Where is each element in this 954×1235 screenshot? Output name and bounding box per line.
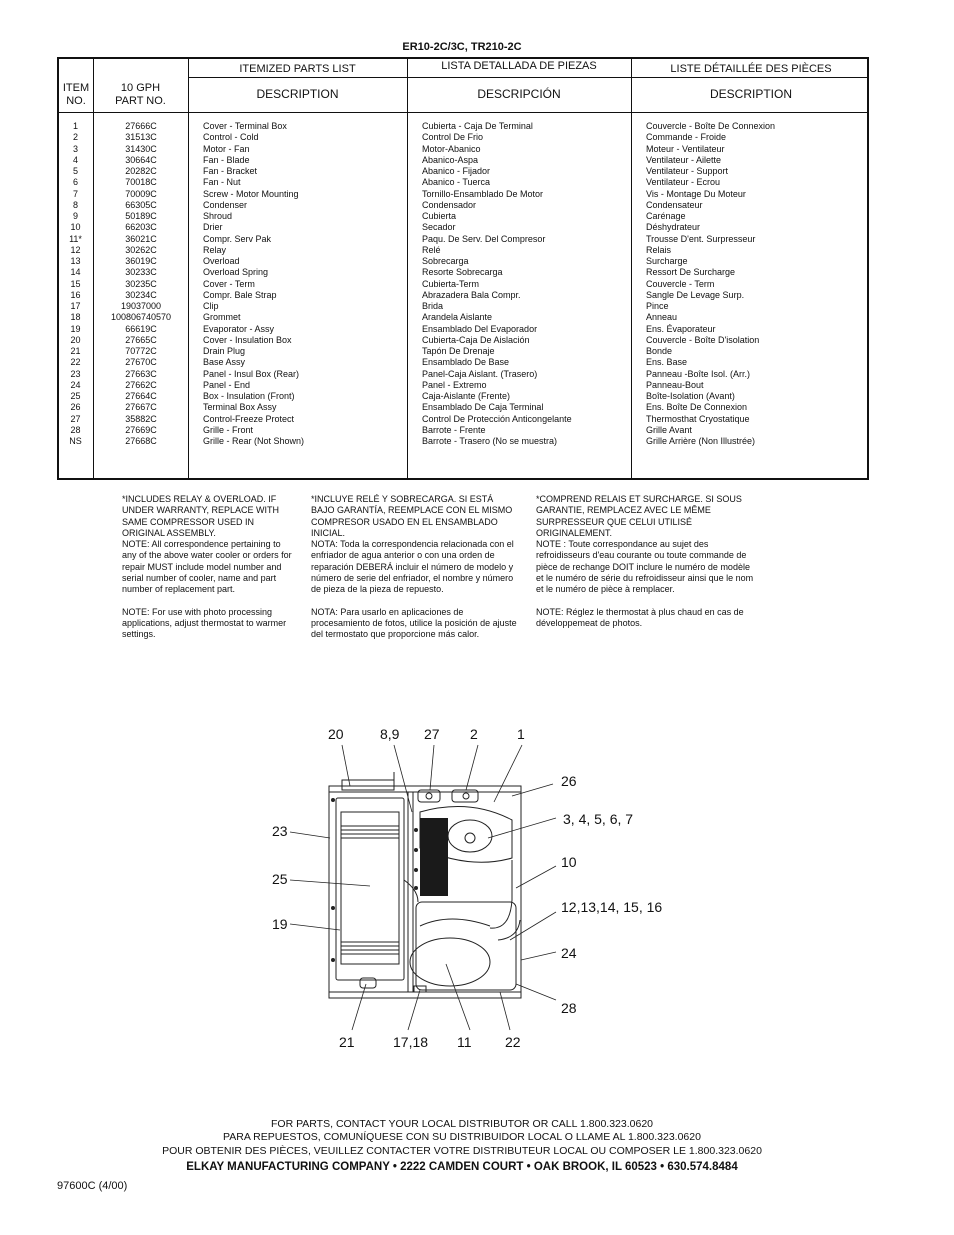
- cell-item: 9: [72, 211, 78, 221]
- cell-item: 25: [70, 391, 81, 401]
- cell-part: 31513C: [125, 132, 157, 143]
- cell-item: 27: [70, 413, 81, 424]
- header-lista-detallada: LISTA DETALLADA DE PIEZAS: [441, 60, 597, 72]
- note-warranty-es: *INCLUYE RELÉ Y SOBRECARGA. SI ESTÁ BAJO GARANTÍA, REEMPLACE CON EL MISMO COMPRESOR USADO EN EL ENSAMBLADO INICIAL. NOTA: Toda la correspondencia relacionada con el enfriador de agua anterior o con una orden de reparación DEBERÁ incluir el número de modelo y número de serie del enfriador, el nombre y número de pieza de la pieza de repuesto.: [311, 494, 514, 595]
- cell-es: Abrazadera Bala Compr.: [422, 289, 521, 300]
- cell-fr: Panneau -Boîte Isol. (Arr.): [646, 368, 751, 379]
- cell-en: Drain Plug: [203, 346, 246, 356]
- cell-en: Box - Insulation (Front): [203, 391, 295, 401]
- cell-en: Fan - Blade: [203, 154, 250, 165]
- cell-es: Cubierta: [422, 211, 457, 221]
- cell-item: 16: [70, 289, 81, 300]
- cell-en: Grille - Rear (Not Shown): [203, 436, 305, 446]
- cell-es: Sobrecarga: [422, 256, 469, 266]
- cell-fr: Sangle De Levage Surp.: [646, 289, 745, 300]
- cell-fr: Ens. Base: [646, 357, 688, 368]
- cell-fr: Commande - Froide: [646, 132, 727, 143]
- cell-en: Cover - Terminal Box: [203, 121, 287, 131]
- cell-es: Motor-Abanico: [422, 143, 481, 154]
- cell-part: 27667C: [125, 402, 157, 413]
- cell-item: 15: [70, 278, 81, 289]
- cell-part: 27662C: [125, 379, 157, 390]
- callout-17-18: 17,18: [393, 1034, 429, 1050]
- cell-item: 4: [72, 154, 78, 165]
- callout-3-7: 3, 4, 5, 6, 7: [563, 811, 634, 827]
- callout-24: 24: [561, 945, 577, 961]
- cell-part: 27663C: [125, 368, 157, 379]
- cell-fr: Surcharge: [646, 256, 688, 266]
- cell-fr: Ressort De Surcharge: [646, 267, 736, 278]
- cell-en: Drier: [203, 222, 223, 233]
- header-itemized-parts-list: ITEMIZED PARTS LIST: [239, 63, 356, 75]
- cell-part: 70009C: [125, 188, 157, 199]
- cell-en: Cover - Insulation Box: [203, 334, 292, 345]
- cell-es: Relé: [422, 244, 441, 255]
- cell-part: 70018C: [125, 177, 157, 188]
- cell-en: Motor - Fan: [203, 143, 250, 154]
- cell-fr: Relais: [646, 244, 672, 255]
- cell-fr: Ventilateur - Support: [646, 166, 729, 176]
- condenser: [420, 818, 448, 896]
- cell-es: Control De Protección Anticongelante: [422, 413, 572, 424]
- cell-es: Paqu. De Serv. Del Compresor: [422, 233, 546, 244]
- cell-item: 1: [72, 121, 78, 131]
- header-description-fr: DESCRIPTION: [709, 87, 792, 101]
- callout-21: 21: [339, 1034, 355, 1050]
- cell-es: Tornillo-Ensamblado De Motor: [422, 188, 544, 199]
- callout-22: 22: [505, 1034, 521, 1050]
- callout-27: 27: [424, 726, 440, 742]
- callout-23: 23: [272, 823, 288, 839]
- cell-item: 5: [72, 166, 78, 176]
- cell-part: 27668C: [125, 436, 157, 446]
- cell-item: 19: [70, 323, 81, 334]
- callout-11: 11: [457, 1034, 472, 1050]
- cell-es: Cubierta - Caja De Terminal: [422, 121, 533, 131]
- callout-2: 2: [470, 726, 478, 742]
- cell-es: Barrote - Frente: [422, 424, 486, 435]
- cell-part: 36019C: [125, 256, 157, 266]
- evaporator: [341, 812, 399, 964]
- cell-item: 26: [70, 402, 81, 413]
- cell-es: Abanico-Aspa: [422, 154, 479, 165]
- callout-26: 26: [561, 773, 577, 789]
- cell-en: Shroud: [203, 211, 233, 221]
- cell-fr: Ens. Évaporateur: [646, 323, 716, 334]
- cell-es: Caja-Aislante (Frente): [422, 391, 511, 401]
- footer-contact-en: FOR PARTS, CONTACT YOUR LOCAL DISTRIBUTOR OR CALL 1.800.323.0620: [270, 1118, 653, 1130]
- cell-en: Cover - Term: [203, 278, 255, 289]
- cell-en: Condenser: [203, 199, 248, 210]
- cell-fr: Trousse D'ent. Surpresseur: [646, 233, 756, 244]
- cell-part: 35882C: [125, 413, 157, 424]
- cell-part: 30233C: [125, 267, 157, 278]
- header-item-no: ITEM NO.: [62, 82, 90, 107]
- cell-es: Cubierta-Term: [422, 278, 480, 289]
- header-description-es: DESCRIPCIÓN: [477, 87, 561, 101]
- cell-item: 12: [70, 244, 81, 255]
- cell-en: Grille - Front: [203, 424, 254, 435]
- cell-en: Panel - End: [203, 379, 251, 390]
- cell-es: Condensador: [422, 199, 477, 210]
- cell-fr: Ventilateur - Ecrou: [646, 177, 721, 188]
- cell-es: Panel-Caja Aislant. (Trasero): [422, 368, 538, 379]
- callout-25: 25: [272, 871, 288, 887]
- cell-part: 30234C: [125, 289, 157, 300]
- cell-fr: Thermosthat Cryostatique: [646, 413, 750, 424]
- footer-contact-es: PARA REPUESTOS, COMUNÍQUESE CON SU DISTRIBUIDOR LOCAL O LLAME AL 1.800.323.0620: [223, 1131, 701, 1143]
- cell-fr: Grille Avant: [646, 424, 692, 435]
- note-photo-es: NOTA: Para usarlo en aplicaciones de procesamiento de fotos, utilice la posición de ajuste del termostato que proporcione más calor.: [311, 606, 517, 640]
- cell-en: Fan - Nut: [203, 177, 241, 188]
- note-warranty-en: *INCLUDES RELAY & OVERLOAD. IF UNDER WARRANTY, REPLACE WITH SAME COMPRESSOR USED IN ORIGINAL ASSEMBLY. NOTE: All correspondence pertaining to any of the above water cooler or orders for repair MUST include model number and serial number of cooler, name and part number of replacement part.: [122, 494, 292, 595]
- cell-item: 21: [70, 346, 81, 356]
- cell-en: Panel - Insul Box (Rear): [203, 368, 300, 379]
- cell-es: Abanico - Tuerca: [422, 177, 491, 188]
- cell-fr: Carénage: [646, 211, 686, 221]
- cell-en: Relay: [203, 244, 227, 255]
- callout-12-16: 12,13,14, 15, 16: [561, 899, 663, 915]
- cell-part: 66619C: [125, 323, 157, 334]
- insulation-box: [336, 798, 404, 980]
- cell-item: 18: [70, 312, 81, 323]
- cell-part: 27670C: [125, 357, 157, 368]
- document-number: 97600C (4/00): [57, 1180, 128, 1192]
- cell-en: Compr. Serv Pak: [203, 233, 272, 244]
- cell-item: 10: [70, 222, 81, 233]
- cell-es: Abanico - Fijador: [422, 166, 491, 176]
- cell-part: 66305C: [125, 199, 157, 210]
- cell-en: Control-Freeze Protect: [203, 413, 295, 424]
- cell-es: Ensamblado Del Evaporador: [422, 323, 538, 334]
- callout-20: 20: [328, 726, 344, 742]
- cell-en: Base Assy: [203, 357, 246, 368]
- cell-en: Evaporator - Assy: [203, 323, 275, 334]
- cell-part: 70772C: [125, 346, 157, 356]
- cell-part: 27665C: [125, 334, 157, 345]
- cell-fr: Condensateur: [646, 199, 703, 210]
- cell-part: 50189C: [125, 211, 157, 221]
- footer-company: ELKAY MANUFACTURING COMPANY • 2222 CAMDEN COURT • OAK BROOK, IL 60523 • 630.574.8484: [186, 1161, 738, 1173]
- cell-fr: Panneau-Bout: [646, 379, 704, 390]
- cell-part: 31430C: [125, 143, 157, 154]
- cell-es: Panel - Extremo: [422, 379, 487, 390]
- cell-en: Compr. Bale Strap: [203, 289, 277, 300]
- cell-fr: Grille Arrière (Non Illustrée): [646, 436, 756, 446]
- cell-fr: Vis - Montage Du Moteur: [646, 188, 746, 199]
- document-title: ER10-2C/3C, TR210-2C: [402, 41, 522, 53]
- cell-es: Ensamblado De Caja Terminal: [422, 402, 544, 413]
- cell-es: Arandela Aislante: [422, 312, 493, 323]
- cell-item: 24: [70, 379, 81, 390]
- cell-fr: Couvercle - Boîte D'isolation: [646, 334, 760, 345]
- cell-fr: Moteur - Ventilateur: [646, 143, 725, 154]
- cell-part: 66203C: [125, 222, 157, 233]
- cell-es: Barrote - Trasero (No se muestra): [422, 436, 558, 446]
- cell-item: 20: [70, 334, 81, 345]
- cell-item: 6: [72, 177, 78, 188]
- cell-item: 11*: [69, 233, 82, 244]
- cell-part: 30235C: [125, 278, 157, 289]
- header-part-no: 10 GPH PART NO.: [115, 82, 166, 107]
- cell-en: Clip: [203, 301, 219, 311]
- cell-es: Secador: [422, 222, 456, 233]
- cell-fr: Couvercle - Boîte De Connexion: [646, 121, 776, 131]
- cell-en: Fan - Bracket: [203, 166, 258, 176]
- cell-part: 30664C: [125, 154, 157, 165]
- cell-en: Overload Spring: [203, 267, 269, 278]
- cell-item: 13: [70, 256, 81, 266]
- cell-fr: Ens. Boîte De Connexion: [646, 402, 748, 413]
- cell-part: 27669C: [125, 424, 157, 435]
- cell-part: 36021C: [125, 233, 157, 244]
- cell-item: 28: [70, 424, 81, 435]
- cell-fr: Ventilateur - Ailette: [646, 154, 722, 165]
- cell-en: Overload: [203, 256, 240, 266]
- cell-part: 27666C: [125, 121, 157, 131]
- cell-en: Grommet: [203, 312, 241, 323]
- cell-fr: Pince: [646, 301, 669, 311]
- cell-fr: Anneau: [646, 312, 678, 323]
- cell-es: Control De Frio: [422, 132, 484, 143]
- cell-item: 3: [72, 143, 78, 154]
- cell-part: 100806740570: [110, 312, 172, 323]
- note-photo-en: NOTE: For use with photo processing applications, adjust thermostat to warmer settings.: [122, 606, 287, 640]
- cell-item: 17: [70, 301, 81, 311]
- callout-10: 10: [561, 854, 577, 870]
- cell-es: Cubierta-Caja De Aislación: [422, 334, 530, 345]
- cell-item: 8: [72, 199, 78, 210]
- note-photo-fr: NOTE: Réglez le thermostat à plus chaud en cas de développemeat de photos.: [536, 606, 744, 628]
- callout-28: 28: [561, 1000, 577, 1016]
- cell-item: 7: [72, 188, 78, 199]
- cell-fr: Bonde: [646, 346, 673, 356]
- cell-part: 19037000: [120, 301, 162, 311]
- cell-es: Ensamblado De Base: [422, 357, 510, 368]
- cell-item: 23: [70, 368, 81, 379]
- cell-item: 2: [72, 132, 78, 143]
- cell-fr: Couvercle - Term: [646, 278, 715, 289]
- cell-part: 27664C: [125, 391, 157, 401]
- cell-part: 30262C: [125, 244, 157, 255]
- cell-item: 14: [70, 267, 81, 278]
- cell-part: 20282C: [125, 166, 157, 176]
- cell-fr: Déshydrateur: [646, 222, 701, 233]
- callout-19: 19: [272, 916, 288, 932]
- cell-en: Terminal Box Assy: [203, 402, 277, 413]
- cell-en: Screw - Motor Mounting: [203, 188, 299, 199]
- cell-es: Tapón De Drenaje: [422, 346, 495, 356]
- cell-fr: Boîte-Isolation (Avant): [646, 391, 735, 401]
- note-warranty-fr: *COMPREND RELAIS ET SURCHARGE. SI SOUS GARANTIE, REMPLACEZ AVEC LE MÊME SURPRESSEUR QUE CELUI UTILISÉ ORIGINALEMENT. NOTE : Toute correspondance au sujet des refroidisseurs d'eau courante ou toute commande de pièce de rechange DOIT inclure le numéro de modèle et le numéro de série du refroidisseur ainsi que le nom et le numéro de pièce à remplacer.: [536, 494, 754, 595]
- callout-1: 1: [517, 726, 525, 742]
- cell-item: NS: [69, 436, 82, 446]
- header-description-en: DESCRIPTION: [256, 87, 339, 101]
- cell-en: Control - Cold: [203, 132, 259, 143]
- header-liste-detaillee: LISTE DÉTAILLÉE DES PIÈCES: [670, 63, 832, 75]
- cell-es: Brida: [422, 301, 444, 311]
- cell-item: 22: [70, 357, 81, 368]
- callout-8-9: 8,9: [380, 726, 400, 742]
- cell-es: Resorte Sobrecarga: [422, 267, 503, 278]
- footer-contact-fr: POUR OBTENIR DES PIÈCES, VEUILLEZ CONTACTER VOTRE DISTRIBUTEUR LOCAL OU COMPOSER LE 1.800.323.0620: [162, 1145, 762, 1157]
